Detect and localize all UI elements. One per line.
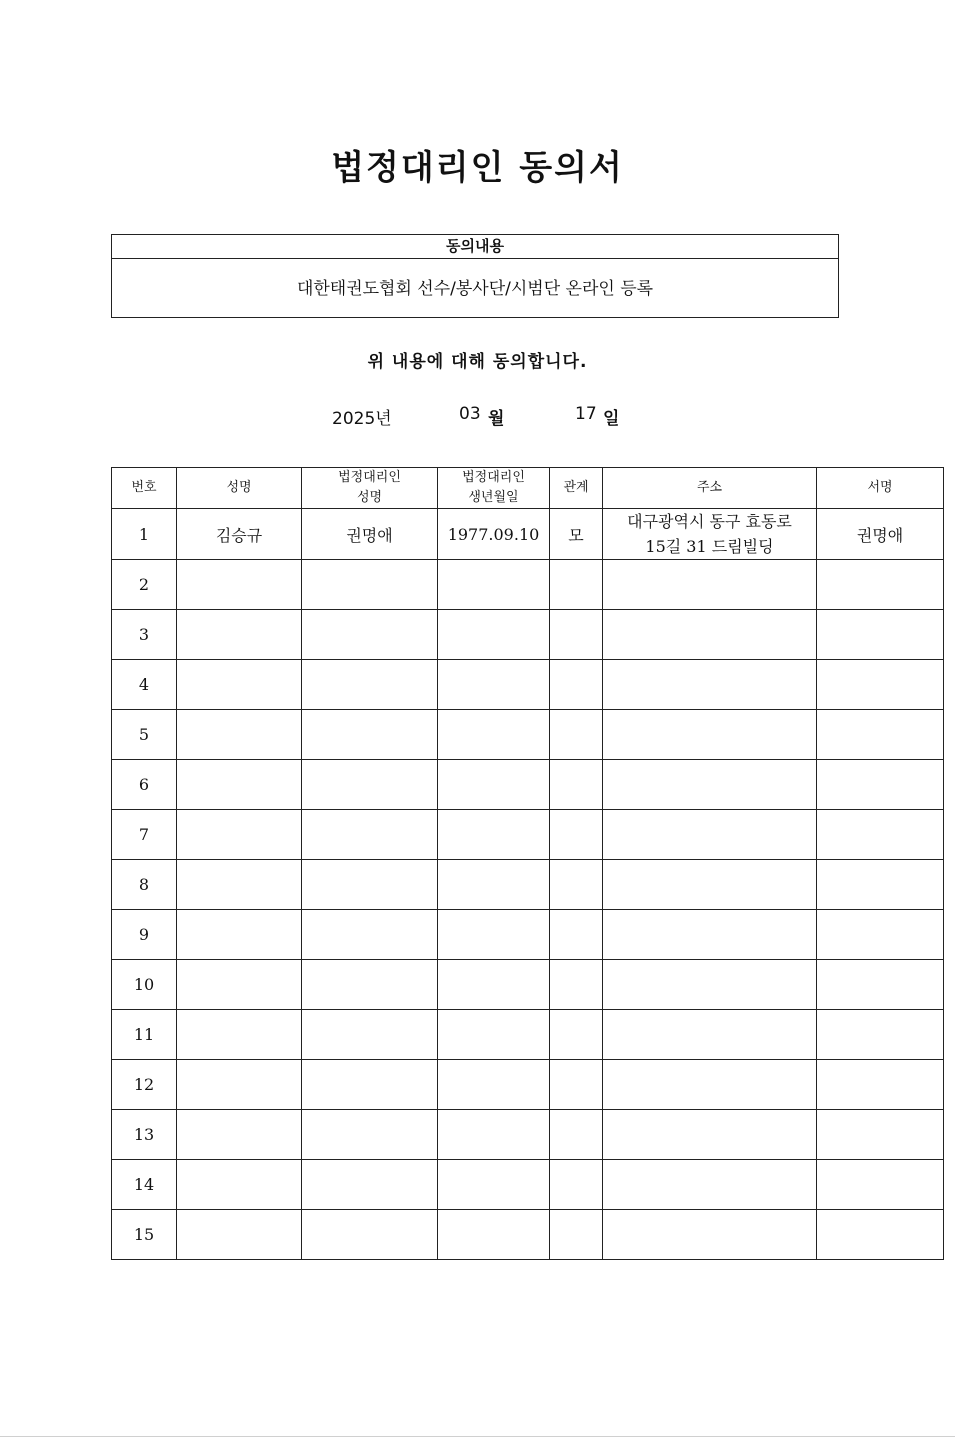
guardian-name-cell [302, 810, 438, 860]
relation-cell [550, 610, 603, 660]
signature-cell [817, 860, 944, 910]
student-name-cell [177, 760, 302, 810]
student-name-cell [177, 910, 302, 960]
row-number-cell: 13 [112, 1110, 177, 1160]
row-number-cell: 5 [112, 710, 177, 760]
guardian-name-cell [302, 1160, 438, 1210]
header-address: 주소 [603, 468, 817, 509]
header-guardian-birth-line2: 생년월일 [468, 490, 519, 505]
guardian-name-cell [302, 560, 438, 610]
address-cell [603, 1210, 817, 1260]
relation-cell [550, 1110, 603, 1160]
guardian-birth-cell [438, 960, 550, 1010]
date-year: 2025년 [332, 409, 392, 429]
guardian-name-cell [302, 1210, 438, 1260]
row-number-cell: 15 [112, 1210, 177, 1260]
agreement-statement: 위 내용에 대해 동의합니다. [367, 352, 588, 372]
guardian-birth-cell [438, 660, 550, 710]
consent-content: 대한태권도협회 선수/봉사단/시범단 온라인 등록 [296, 279, 654, 299]
table-row [112, 760, 944, 810]
date-month: 03 [459, 404, 481, 424]
date-day: 17 [575, 404, 597, 424]
row-number-cell: 11 [112, 1010, 177, 1060]
page-bottom-divider [0, 1436, 955, 1437]
table-row [112, 710, 944, 760]
guardian-name-cell [302, 760, 438, 810]
student-name-cell [177, 560, 302, 610]
row-number-cell: 14 [112, 1160, 177, 1210]
signature-cell [817, 610, 944, 660]
consent-header: 동의내용 [112, 235, 838, 259]
address-cell [603, 1010, 817, 1060]
address-cell [603, 660, 817, 710]
guardian-birth-cell [438, 910, 550, 960]
relation-cell [550, 960, 603, 1010]
guardian-birth-cell [438, 1210, 550, 1260]
relation-cell [550, 1210, 603, 1260]
table-row [112, 509, 944, 560]
guardian-name-cell [302, 1110, 438, 1160]
guardian-birth-cell [438, 1160, 550, 1210]
table-row [112, 1010, 944, 1060]
student-name-cell [177, 810, 302, 860]
row-number-cell: 6 [112, 760, 177, 810]
student-name-cell [177, 1210, 302, 1260]
table-row [112, 1160, 944, 1210]
row-number-cell: 3 [112, 610, 177, 660]
address-cell [603, 610, 817, 660]
relation-cell [550, 1010, 603, 1060]
student-name-cell [177, 1060, 302, 1110]
guardian-birth-cell [438, 860, 550, 910]
signature-cell [817, 1110, 944, 1160]
student-name-cell [177, 1160, 302, 1210]
signature-cell: 권명애 [817, 509, 944, 560]
row-number-cell: 12 [112, 1060, 177, 1110]
guardian-name-cell [302, 960, 438, 1010]
relation-cell [550, 910, 603, 960]
student-name-cell [177, 860, 302, 910]
table-row [112, 1060, 944, 1110]
table-row [112, 1110, 944, 1160]
signature-cell [817, 960, 944, 1010]
table-row [112, 610, 944, 660]
signature-cell [817, 660, 944, 710]
table-row [112, 1210, 944, 1260]
date-line [0, 404, 955, 428]
header-name: 성명 [177, 468, 302, 509]
guardian-name-cell: 권명애 [302, 509, 438, 560]
table-row [112, 660, 944, 710]
row-number-cell: 4 [112, 660, 177, 710]
signature-cell [817, 1010, 944, 1060]
date-month-unit: 월 [488, 409, 505, 429]
student-name-cell [177, 610, 302, 660]
table-row [112, 560, 944, 610]
guardian-birth-cell [438, 1010, 550, 1060]
header-guardian-name-line2: 성명 [356, 490, 383, 505]
address-line: 대구광역시 동구 효동로 [627, 512, 792, 531]
row-number-cell: 7 [112, 810, 177, 860]
guardian-birth-cell [438, 810, 550, 860]
header-number: 번호 [112, 468, 177, 509]
guardian-birth-cell: 1977.09.10 [438, 509, 550, 560]
signature-cell [817, 760, 944, 810]
address-cell [603, 509, 817, 560]
header-signature: 서명 [817, 468, 944, 509]
guardian-birth-cell [438, 610, 550, 660]
table-row [112, 810, 944, 860]
guardian-name-cell [302, 1010, 438, 1060]
document-title: 법정대리인 동의서 [331, 148, 624, 188]
address-cell [603, 1060, 817, 1110]
relation-cell [550, 810, 603, 860]
guardian-name-cell [302, 660, 438, 710]
row-number-cell: 8 [112, 860, 177, 910]
table-row [112, 910, 944, 960]
header-guardian-birth [438, 468, 550, 509]
guardian-name-cell [302, 710, 438, 760]
guardian-birth-cell [438, 710, 550, 760]
guardian-birth-cell [438, 1060, 550, 1110]
guardian-birth-cell [438, 560, 550, 610]
student-name-cell [177, 1010, 302, 1060]
address-cell [603, 560, 817, 610]
guardian-name-cell [302, 860, 438, 910]
student-name-cell [177, 960, 302, 1010]
address-cell [603, 910, 817, 960]
relation-cell: 모 [550, 509, 603, 560]
table-row [112, 960, 944, 1010]
signature-cell [817, 910, 944, 960]
header-guardian-birth-line1: 법정대리인 [462, 470, 525, 485]
header-guardian-name-line1: 법정대리인 [338, 470, 401, 485]
relation-cell [550, 760, 603, 810]
student-name-cell [177, 1110, 302, 1160]
guardian-birth-cell [438, 760, 550, 810]
student-name-cell: 김승규 [177, 509, 302, 560]
relation-cell [550, 660, 603, 710]
relation-cell [550, 560, 603, 610]
relation-cell [550, 710, 603, 760]
consent-box [111, 234, 839, 318]
address-cell [603, 1160, 817, 1210]
header-relation: 관계 [550, 468, 603, 509]
address-cell [603, 760, 817, 810]
row-number-cell: 9 [112, 910, 177, 960]
signature-cell [817, 1060, 944, 1110]
student-name-cell [177, 660, 302, 710]
row-number-cell: 1 [112, 509, 177, 560]
row-number-cell: 10 [112, 960, 177, 1010]
address-cell [603, 1110, 817, 1160]
address-line: 15길 31 드림빌딩 [645, 537, 774, 556]
guardian-name-cell [302, 910, 438, 960]
signature-cell [817, 560, 944, 610]
guardian-birth-cell [438, 1110, 550, 1160]
address-cell [603, 960, 817, 1010]
signature-cell [817, 810, 944, 860]
table-header-row [112, 468, 944, 509]
relation-cell [550, 1060, 603, 1110]
address-cell [603, 810, 817, 860]
address-cell [603, 860, 817, 910]
header-guardian-name [302, 468, 438, 509]
relation-cell [550, 860, 603, 910]
address-cell [603, 710, 817, 760]
guardian-consent-table [111, 467, 944, 1260]
signature-cell [817, 710, 944, 760]
relation-cell [550, 1160, 603, 1210]
row-number-cell: 2 [112, 560, 177, 610]
guardian-name-cell [302, 1060, 438, 1110]
signature-cell [817, 1210, 944, 1260]
student-name-cell [177, 710, 302, 760]
table-row [112, 860, 944, 910]
guardian-name-cell [302, 610, 438, 660]
signature-cell [817, 1160, 944, 1210]
date-day-unit: 일 [603, 409, 620, 429]
